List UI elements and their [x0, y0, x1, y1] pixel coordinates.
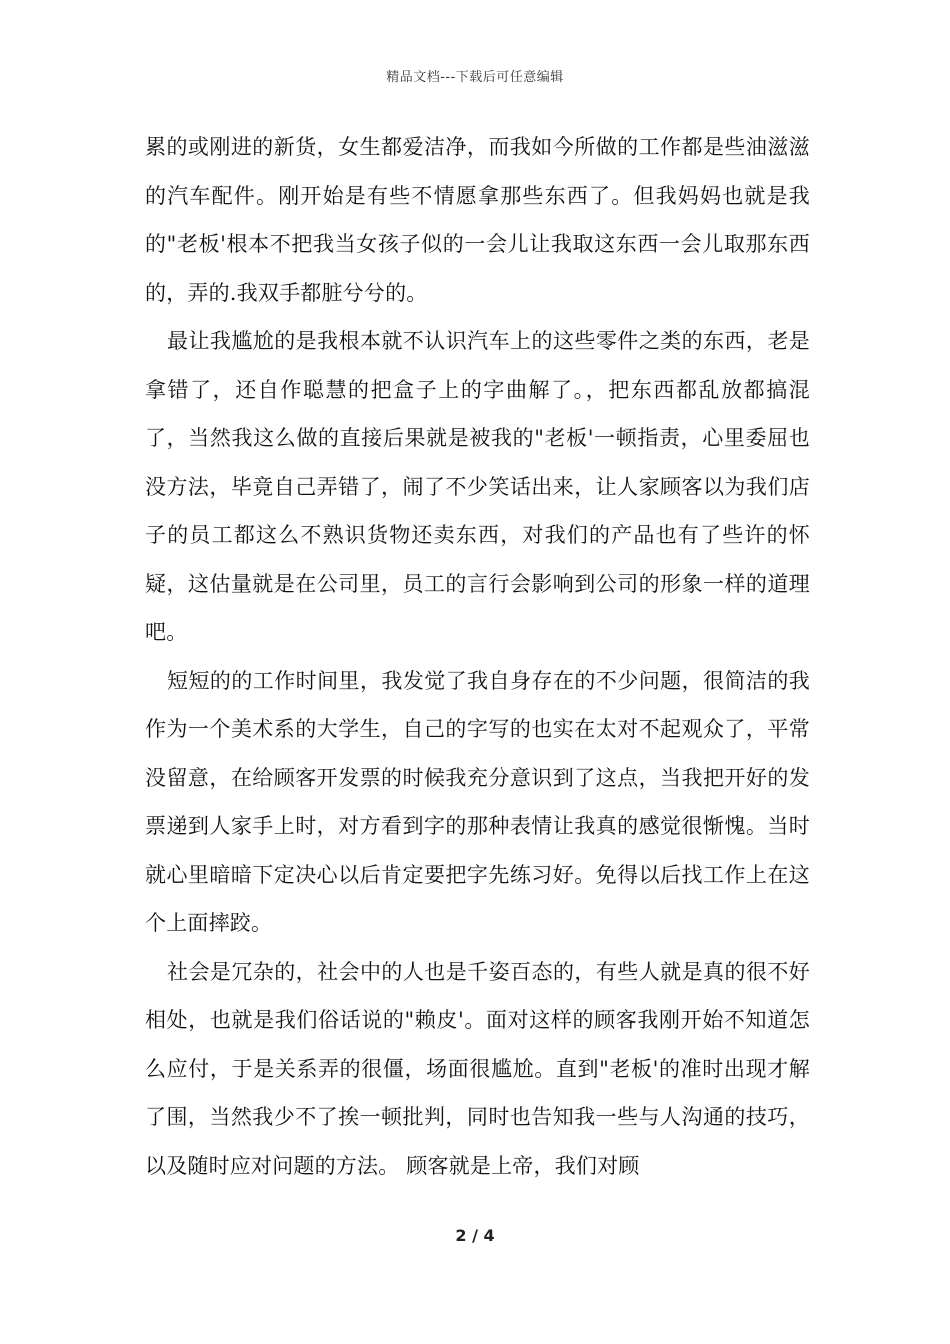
paragraph-difficult-customers: 社会是冗杂的，社会中的人也是千姿百态的，有些人就是真的很不好相处，也就是我们俗话说的"赖皮'。面对这样的顾客我刚开始不知道怎么应付，于是关系弄的很僵，场面很尴尬。直到"老板'的准时出现才解了围，当然我少不了挨一顿批判，同时也告知我一些与人沟通的技巧，以及随时应对问题的方法。 顾客就是上帝，我们对顾	[145, 959, 810, 1178]
paragraph-handwriting: 短短的的工作时间里，我发觉了我自身存在的不少问题，很简洁的我作为一个美术系的大学生，自己的字写的也实在太对不起观众了，平常没留意，在给顾客开发票的时候我充分意识到了这点，当我把开好的发票递到人家手上时，对方看到字的那种表情让我真的感觉很惭愧。当时就心里暗暗下定决心以后肯定要把字先练习好。免得以后找工作上在这个上面摔跤。	[145, 668, 810, 935]
page-header: 精品文档---下载后可任意编辑	[386, 70, 564, 85]
document-body	[145, 123, 810, 1190]
paragraph-parts-mistakes: 最让我尴尬的是我根本就不认识汽车上的这些零件之类的东西，老是拿错了，还自作聪慧的把盒子上的字曲解了。，把东西都乱放都搞混了，当然我这么做的直接后果就是被我的"老板'一顿指责，心里委屈也没方法，毕竟自己弄错了，闹了不少笑话出来，让人家顾客以为我们店子的员工都这么不熟识货物还卖东西，对我们的产品也有了些许的怀疑，这估量就是在公司里，员工的言行会影响到公司的形象一样的道理吧。	[145, 329, 810, 644]
page-number: 2 / 4	[455, 1226, 495, 1245]
paragraph-continuation: 累的或刚进的新货，女生都爱洁净，而我如今所做的工作都是些油滋滋的汽车配件。刚开始是有些不情愿拿那些东西了。但我妈妈也就是我的"老板'根本不把我当女孩子似的一会儿让我取这东西一会儿取那东西的，弄的.我双手都脏兮兮的。	[145, 135, 810, 305]
